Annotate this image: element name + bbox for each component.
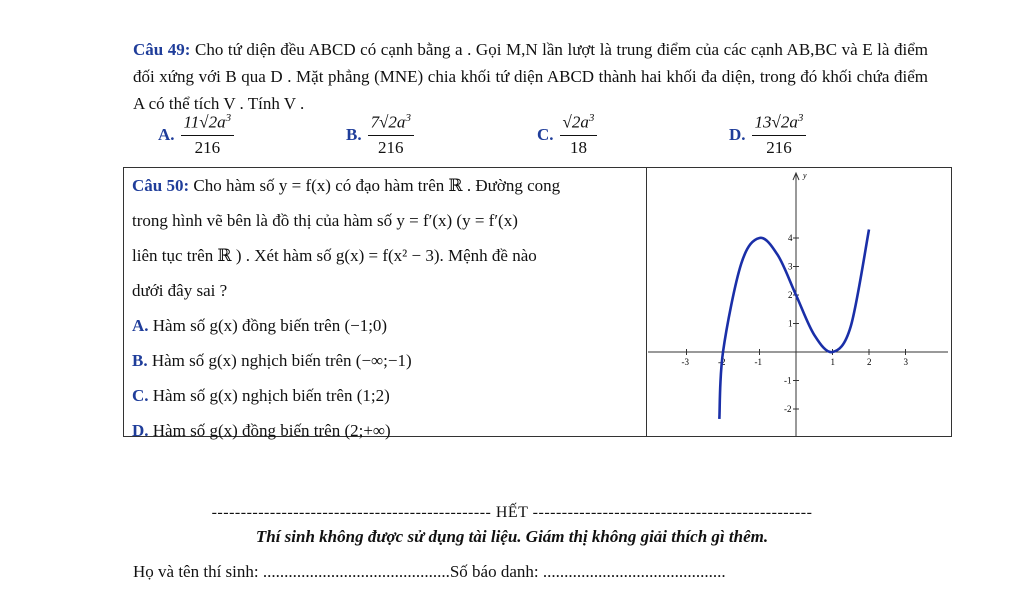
option-49-c-label: C. [537, 124, 554, 144]
option-49-b-exponent: 3 [405, 112, 411, 124]
exam-notice: Thí sinh không được sử dụng tài liệu. Giám thị không giải thích gì thêm. [255, 527, 769, 546]
option-50-d-label: D. [132, 421, 149, 440]
x-tick-label: -1 [754, 357, 762, 367]
y-tick-label: -1 [784, 375, 792, 386]
option-49-a-fraction [181, 112, 235, 158]
y-tick-label: 1 [788, 318, 793, 329]
question-49-text: Cho tứ diện đều ABCD có cạnh bằng a . Gọi M,N lần lượt là trung điểm của các cạnh AB,BC và E là điểm đối xứng với B qua D . Mặt phẳng (MNE) chia khối tứ diện ABCD thành hai khối đa diện, trong đó khối chứa điểm A có thể tích V . Tính V . [133, 40, 928, 113]
option-49-c-exponent: 3 [588, 112, 595, 124]
option-50-d-text: Hàm số g(x) đồng biến trên (2;+∞) [152, 421, 391, 440]
question-50-line-1 [132, 168, 640, 203]
option-49-d-fraction [752, 112, 807, 158]
x-tick-label: 1 [830, 357, 835, 367]
x-tick-label: 2 [867, 357, 872, 367]
derivative-curve [719, 229, 869, 419]
option-50-b-label: B. [132, 351, 148, 370]
option-49-b-fraction [368, 112, 414, 158]
option-50-c-label: C. [132, 386, 149, 405]
question-50 [132, 168, 640, 448]
option-49-a[interactable] [158, 112, 234, 158]
question-49-label: Câu 49: [133, 40, 191, 59]
option-50-c-text: Hàm số g(x) nghịch biến trên (1;2) [152, 386, 390, 405]
option-49-c-fraction [560, 112, 598, 158]
option-49-c-denominator: 18 [569, 137, 587, 157]
question-49 [133, 36, 928, 117]
option-50-c[interactable] [132, 378, 640, 413]
option-49-d-numerator: 13√2a [754, 112, 798, 132]
option-50-b-text: Hàm số g(x) nghịch biến trên (−∞;−1) [151, 351, 412, 370]
y-tick-label: 3 [788, 261, 793, 272]
derivative-graph [648, 168, 951, 436]
option-50-a-label: A. [132, 316, 149, 335]
question-50-line-4: dưới đây sai ? [132, 281, 228, 300]
question-50-box [123, 167, 952, 440]
question-49-options [0, 112, 1024, 166]
option-49-b-denominator: 216 [378, 137, 404, 157]
box-divider [646, 168, 647, 436]
option-49-a-label: A. [158, 124, 175, 144]
x-tick-label: 3 [903, 357, 908, 367]
y-tick-label: 4 [788, 233, 793, 243]
option-49-a-exponent: 3 [225, 112, 232, 124]
question-50-text-1: Cho hàm số y = f(x) có đạo hàm trên ℝ . Đường cong [193, 176, 561, 195]
question-50-label: Câu 50: [132, 176, 190, 195]
option-49-d-denominator: 216 [766, 137, 792, 157]
option-49-b-label: B. [346, 124, 362, 144]
option-49-b[interactable] [346, 112, 414, 158]
option-49-d[interactable] [729, 112, 806, 158]
x-tick-label: -2 [718, 357, 726, 367]
end-of-exam-line: ------------------------------------------------ HẾT ------------------------------------------------ [211, 504, 813, 521]
option-49-c-numerator: √2a [562, 112, 589, 132]
option-49-d-exponent: 3 [797, 112, 804, 124]
option-50-d[interactable] [132, 413, 640, 448]
x-tick-label: -3 [681, 357, 689, 367]
option-49-b-numerator: 7√2a [370, 112, 406, 132]
y-tick-label: -2 [784, 404, 792, 414]
option-49-a-numerator: 11√2a [183, 112, 226, 132]
question-50-line-2: trong hình vẽ bên là đồ thị của hàm số y = f′(x) (y = f′(x) [132, 211, 518, 230]
option-50-b[interactable] [132, 343, 640, 378]
candidate-info-line: Họ và tên thí sinh: ............................................Số báo danh: ........................................... [133, 562, 726, 581]
y-axis-label: y [803, 171, 807, 180]
y-tick-label: 2 [788, 290, 793, 300]
question-50-line-3: liên tục trên ℝ ) . Xét hàm số g(x) = f(x² − 3). Mệnh đề nào [132, 246, 537, 265]
option-50-a[interactable] [132, 308, 640, 343]
option-50-a-text: Hàm số g(x) đồng biến trên (−1;0) [152, 316, 388, 335]
option-49-d-label: D. [729, 124, 746, 144]
option-49-a-denominator: 216 [194, 137, 221, 157]
option-49-c[interactable] [537, 112, 597, 158]
